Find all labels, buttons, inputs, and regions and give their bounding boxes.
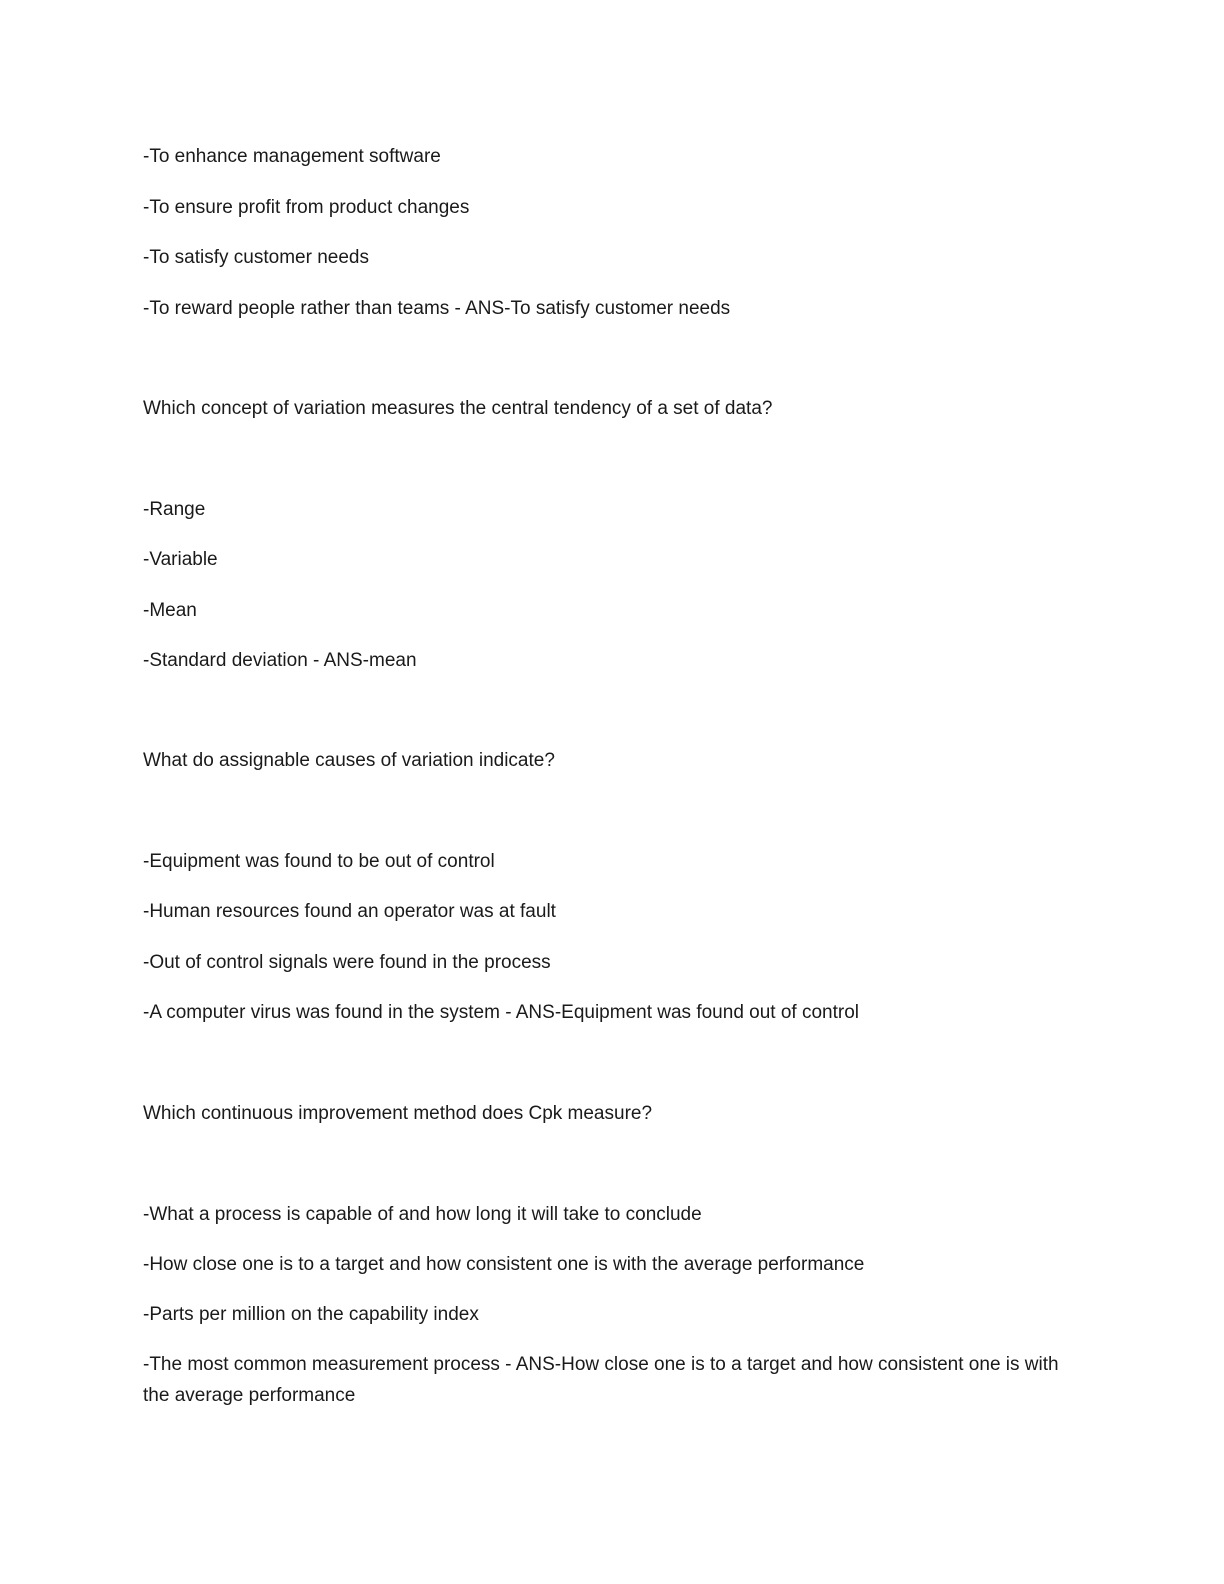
answer-option: -To ensure profit from product changes	[143, 197, 470, 218]
question-text: What do assignable causes of variation indicate?	[143, 750, 555, 771]
answer-option: -Variable	[143, 549, 218, 570]
answer-option: -Human resources found an operator was at fault	[143, 901, 556, 922]
answer-option: -How close one is to a target and how consistent one is with the average performance	[143, 1254, 865, 1275]
answer-option-with-answer: -To reward people rather than teams - ANS-To satisfy customer needs	[143, 298, 731, 319]
answer-option: -Parts per million on the capability index	[143, 1304, 479, 1325]
answer-option: -What a process is capable of and how long it will take to conclude	[143, 1204, 702, 1225]
answer-option-with-answer: -Standard deviation - ANS-mean	[143, 650, 417, 671]
answer-option: -Equipment was found to be out of control	[143, 851, 495, 872]
answer-option: -To enhance management software	[143, 146, 441, 167]
answer-option-with-answer: -The most common measurement process - ANS-How close one is to a target and how consistent one is with the average performance	[143, 1354, 1059, 1406]
answer-option: -To satisfy customer needs	[143, 247, 369, 268]
question-text: Which concept of variation measures the central tendency of a set of data?	[143, 398, 773, 419]
answer-option: -Range	[143, 499, 206, 520]
question-text: Which continuous improvement method does Cpk measure?	[143, 1103, 653, 1124]
answer-option-with-answer: -A computer virus was found in the system - ANS-Equipment was found out of control	[143, 1002, 860, 1023]
answer-option: -Out of control signals were found in the process	[143, 952, 551, 973]
answer-option: -Mean	[143, 600, 197, 621]
